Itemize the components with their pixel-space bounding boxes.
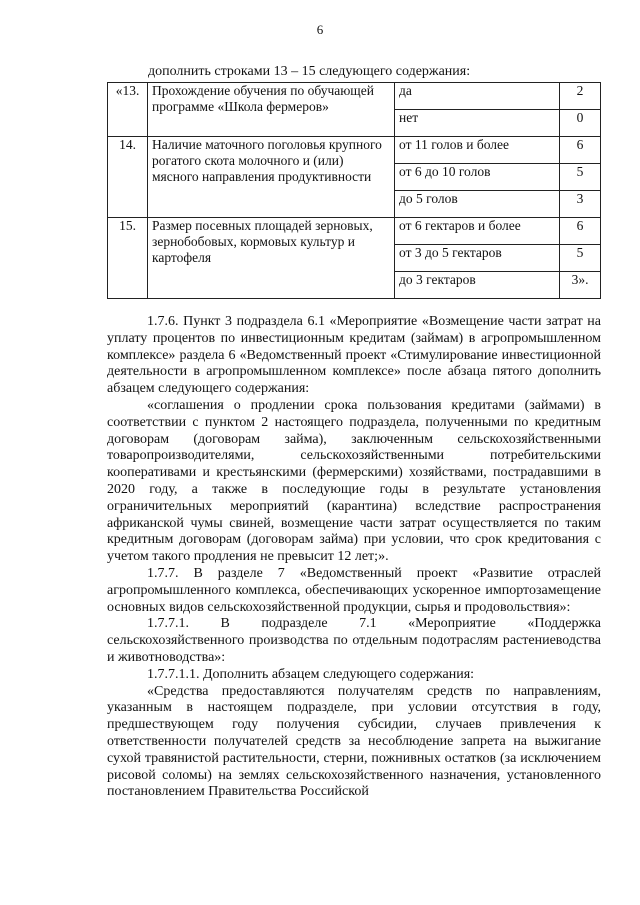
option-label: от 6 гектаров и более bbox=[395, 218, 560, 245]
option-label: да bbox=[395, 83, 560, 110]
option-label: от 3 до 5 гектаров bbox=[395, 245, 560, 272]
paragraph: 1.7.7.1.1. Дополнить абзацем следующего содержания: bbox=[147, 666, 475, 682]
option-label: до 5 голов bbox=[395, 191, 560, 218]
criteria-table bbox=[107, 82, 601, 299]
body-text bbox=[107, 314, 601, 801]
criterion-name: Наличие маточного поголовья крупного рогатого скота молочного и (или) мясного направления продуктивности bbox=[148, 137, 395, 218]
criterion-name: Прохождение обучения по обучающей программе «Школа фермеров» bbox=[148, 83, 395, 137]
page-number: 6 bbox=[316, 22, 324, 37]
paragraph: «Средства предоставляются получателям средств по направлениям, указанным в настоящем подразделе, при условии отсутствия в году, предшествующем году получения субсидии, случаев привлечения к ответственности получателей средств за несоблюдение запрета на выжигание сухой травянистой растительности, стерни, пожнивных остатков (за исключением рисовой соломы) на землях сельскохозяйственного назначения, установленного постановлением Правительства Российской bbox=[107, 683, 601, 800]
table-row bbox=[108, 83, 601, 110]
option-label: до 3 гектаров bbox=[395, 272, 560, 299]
row-number: 14. bbox=[108, 137, 148, 218]
paragraph: 1.7.7. В разделе 7 «Ведомственный проект «Развитие отраслей агропромышленного комплекса, обеспечивающих ускоренное импортозамещение основных видов сельскохозяйственной продукции, сырья и продовольствия»: bbox=[107, 565, 601, 615]
paragraph: 1.7.6. Пункт 3 подраздела 6.1 «Мероприятие «Возмещение части затрат на уплату процентов по инвестиционным кредитам (займам) в агропромышленном комплексе» раздела 6 «Ведомственный проект «Стимулирование инвестиционной деятельности в агропромышленном комплексе» после абзаца пятого дополнить абзацем следующего содержания: bbox=[107, 314, 601, 397]
paragraph: 1.7.7.1. В подразделе 7.1 «Мероприятие «Поддержка сельскохозяйственного производства по отдельным подотраслям растениеводства и животноводства»: bbox=[107, 616, 601, 665]
table-row bbox=[108, 218, 601, 245]
option-score: 3». bbox=[560, 272, 601, 299]
option-score: 0 bbox=[560, 110, 601, 137]
table-row bbox=[108, 137, 601, 164]
option-score: 2 bbox=[560, 83, 601, 110]
intro-line: дополнить строками 13 – 15 следующего содержания: bbox=[148, 64, 471, 79]
option-score: 5 bbox=[560, 245, 601, 272]
option-label: нет bbox=[395, 110, 560, 137]
criterion-name: Размер посевных площадей зерновых, зернобобовых, кормовых культур и картофеля bbox=[148, 218, 395, 299]
option-score: 5 bbox=[560, 164, 601, 191]
option-score: 6 bbox=[560, 218, 601, 245]
paragraph: «соглашения о продлении срока пользования кредитами (займами) в соответствии с пунктом 2 настоящего подраздела, полученными по кредитным договорам (договорам займа), заключенным сельскохозяйственными товаропроизводителями, сельскохозяйственными потребительскими кооперативами и крестьянскими (фермерскими) хозяйствами, пострадавшими в 2020 году, а также в последующие годы в результате установления ограничительных мероприятий (карантина) вследствие распространения африканской чумы свиней, возмещение части затрат осуществляется по таким кредитным договорам (договорам займа) при условии, что срок кредитования с учетом такого продления не превысит 12 лет;». bbox=[107, 397, 601, 565]
option-score: 6 bbox=[560, 137, 601, 164]
row-number: «13. bbox=[108, 83, 148, 137]
option-label: от 11 голов и более bbox=[395, 137, 560, 164]
option-label: от 6 до 10 голов bbox=[395, 164, 560, 191]
option-score: 3 bbox=[560, 191, 601, 218]
row-number: 15. bbox=[108, 218, 148, 299]
